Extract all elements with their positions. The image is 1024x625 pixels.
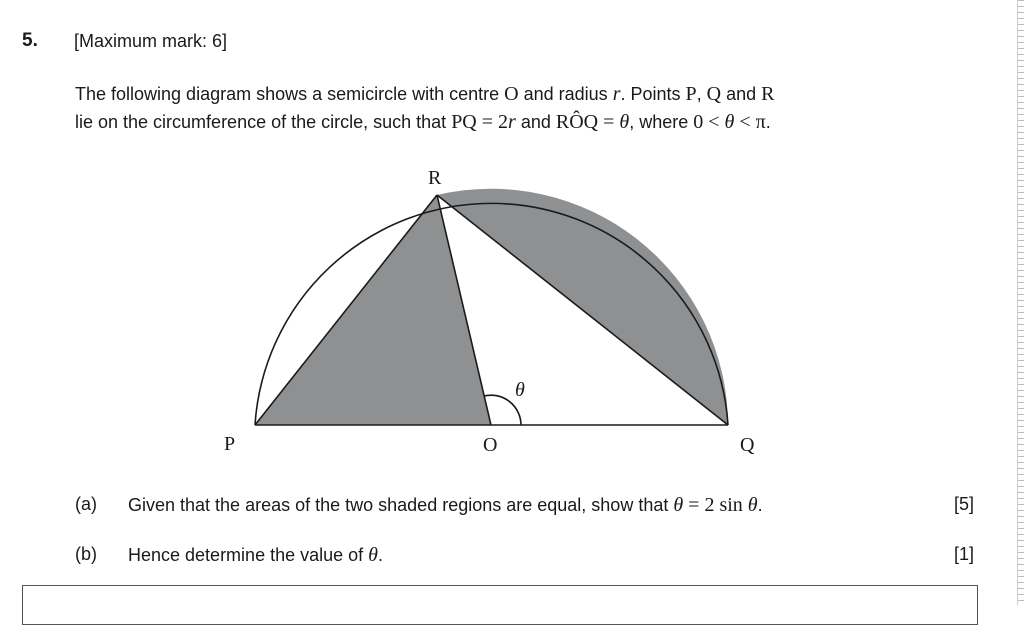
label-theta: θ xyxy=(515,379,525,401)
math-Q: Q xyxy=(706,83,722,105)
stem-text: and xyxy=(721,84,762,104)
math-sine: = 2 sin xyxy=(683,494,748,516)
math-theta: θ xyxy=(747,494,758,516)
part-a-marks: [5] xyxy=(954,494,975,514)
stem-text: , xyxy=(696,84,707,104)
math-theta: θ xyxy=(368,544,378,566)
math-theta: θ xyxy=(724,111,735,133)
math-angle-roq: RÔQ xyxy=(555,111,599,133)
shaded-triangle-por xyxy=(255,195,491,425)
part-b-end: . xyxy=(377,545,383,565)
math-r: r xyxy=(612,83,621,105)
part-a-end: . xyxy=(757,495,763,515)
part-a-body: Given that the areas of the two shaded regions are equal, show that xyxy=(128,495,674,515)
answer-box[interactable] xyxy=(22,585,978,625)
stem-text: , where xyxy=(629,112,694,132)
stem-text: The following diagram shows a semicircle with centre xyxy=(75,84,505,104)
stem-text: and xyxy=(515,112,556,132)
label-q: Q xyxy=(740,434,755,456)
math-r: r xyxy=(508,111,516,133)
label-p: P xyxy=(224,433,236,455)
math-inequality: < π xyxy=(734,111,766,133)
math-O: O xyxy=(504,83,519,105)
page-edge xyxy=(1017,0,1024,605)
part-a-text xyxy=(128,494,763,517)
math-inequality: 0 < xyxy=(693,111,725,133)
math-theta: θ xyxy=(673,494,684,516)
label-o: O xyxy=(483,434,498,456)
stem-text: . Points xyxy=(620,84,686,104)
math-P: P xyxy=(685,83,697,105)
part-a-label: (a) xyxy=(75,494,97,514)
part-b-label: (b) xyxy=(75,544,97,564)
math-pq-equation: PQ = 2 xyxy=(451,111,509,133)
math-theta: θ xyxy=(619,111,630,133)
math-equals: = xyxy=(598,111,620,133)
math-R: R xyxy=(761,83,775,105)
part-b-text xyxy=(128,544,383,567)
stem-text: . xyxy=(765,112,771,132)
question-number: 5. xyxy=(22,30,38,51)
part-b-marks: [1] xyxy=(954,544,975,564)
maximum-mark: [Maximum mark: 6] xyxy=(74,31,228,51)
label-r: R xyxy=(428,167,442,189)
stem-text: lie on the circumference of the circle, such that xyxy=(75,112,452,132)
stem-text: and radius xyxy=(518,84,613,104)
part-b-body: Hence determine the value of xyxy=(128,545,369,565)
